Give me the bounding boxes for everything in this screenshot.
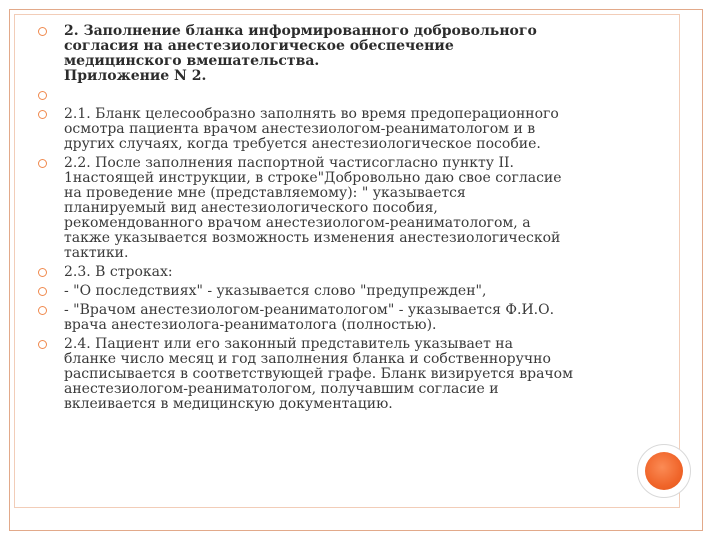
circle-bullet-icon [38, 340, 47, 349]
list-item [38, 265, 613, 280]
list-item [38, 88, 613, 103]
list-item [38, 107, 613, 152]
list-item [38, 284, 613, 299]
circle-bullet-icon [38, 287, 47, 296]
list-item [38, 156, 613, 261]
item-text-consequences: - "О последствиях" - указывается слово "предупрежден", [64, 283, 487, 299]
item-text-2-3: 2.3. В строках: [64, 264, 173, 280]
item-text-2-4: 2.4. Пациент или его законный представитель указывает на бланке число месяц и год заполнения бланка и собственноручно расписывается в соответствующей графе. Бланк визируется врачом анестезиологом-реаниматологом, получавшим согласие и вклеивается в медицинскую документацию. [64, 336, 573, 412]
circle-bullet-icon [38, 91, 47, 100]
circle-bullet-icon [38, 306, 47, 315]
section-heading: 2. Заполнение бланка информированного добровольного согласия на анестезиологическое обеспечение медицинского вмешательства. Приложение N 2. [64, 23, 537, 84]
list-item [38, 303, 613, 333]
circle-bullet-icon [38, 268, 47, 277]
circle-bullet-icon [38, 27, 47, 36]
item-text-2-1: 2.1. Бланк целесообразно заполнять во время предоперационного осмотра пациента врачом анестезиологом-реаниматологом и в других случаях, когда требуется анестезиологическое пособие. [64, 106, 559, 152]
circle-bullet-icon [38, 110, 47, 119]
list-item [38, 337, 613, 412]
item-text-doctor: - "Врачом анестезиологом-реаниматологом" - указывается Ф.И.О. врача анестезиолога-реаниматолога (полностью). [64, 302, 555, 333]
circle-bullet-icon [38, 159, 47, 168]
orange-dot-icon [645, 452, 683, 490]
bullet-list [38, 24, 613, 412]
list-item [38, 24, 613, 84]
item-text-2-2: 2.2. После заполнения паспортной частисогласно пункту II. 1настоящей инструкции, в строке"Добровольно даю свое согласие на проведение мне (представляемому): " указывается планируемый вид анестезиологического пособия, рекомендованного врачом анестезиологом-реаниматологом, а также указывается возможность изменения анестезиологической тактики. [64, 155, 562, 261]
